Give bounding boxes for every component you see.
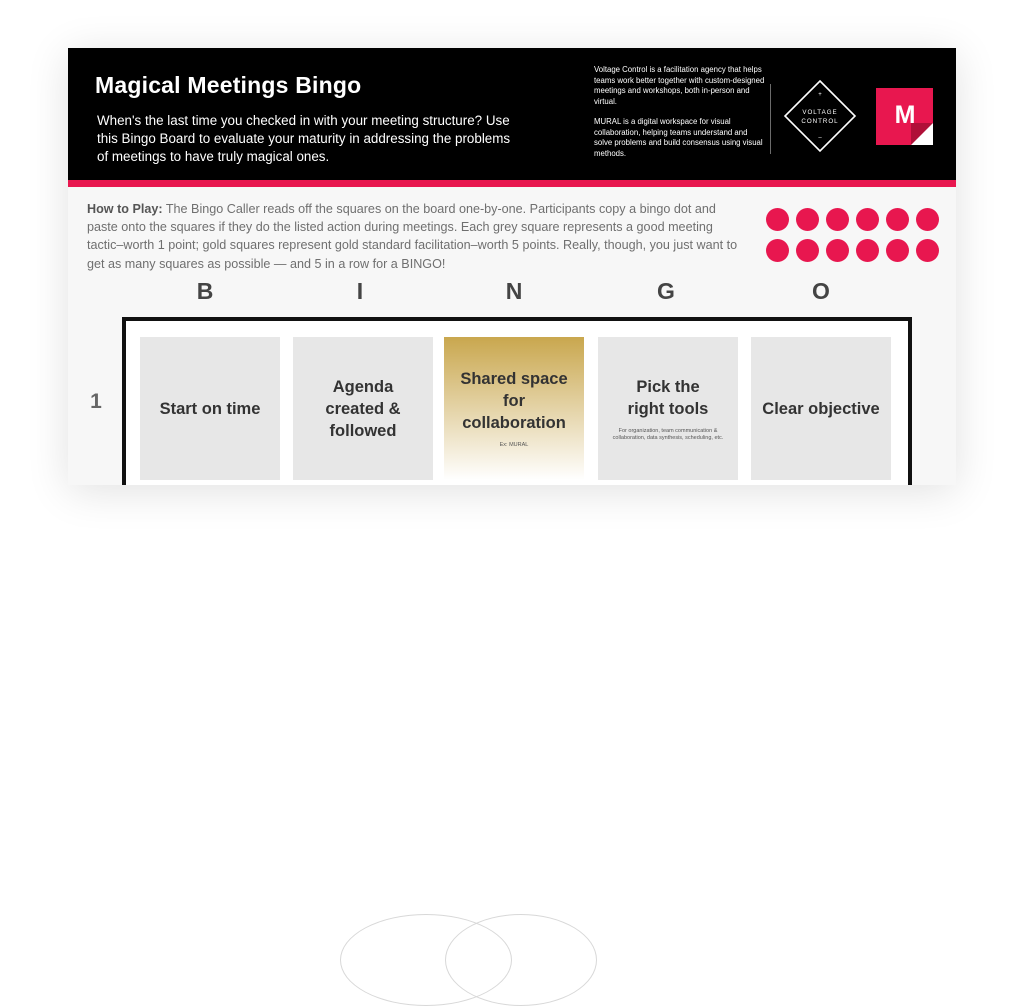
square-note: Ex: MURAL bbox=[499, 442, 529, 448]
mural-logo-letter: M bbox=[894, 101, 915, 129]
decorative-arc bbox=[445, 914, 597, 1006]
mural-logo bbox=[876, 88, 933, 145]
voltage-control-description: Voltage Control is a facilitation agency that helps teams work better together with custom-designed meetings and workshops, both in-person and virtual. bbox=[594, 65, 765, 106]
voltage-logo-word-1: VOLTAGE bbox=[802, 109, 838, 116]
bingo-letter-b: B bbox=[196, 278, 214, 304]
bingo-dot[interactable] bbox=[796, 208, 819, 231]
square-label: Clear objective bbox=[762, 399, 880, 418]
header-banner bbox=[68, 48, 956, 180]
voltage-control-logo bbox=[782, 78, 858, 154]
page-title: Magical Meetings Bingo bbox=[95, 72, 362, 98]
bingo-card bbox=[68, 48, 956, 485]
row-number: 1 bbox=[90, 390, 102, 413]
bingo-dot[interactable] bbox=[886, 239, 909, 262]
bingo-dot[interactable] bbox=[856, 208, 879, 231]
square-label: Agenda created & followed bbox=[325, 377, 401, 440]
mural-description: MURAL is a digital workspace for visual collaboration, helping teams understand and solve problems and build consensus using visual methods. bbox=[594, 117, 763, 158]
svg-text:+: + bbox=[818, 92, 822, 98]
how-to-play bbox=[87, 200, 747, 273]
bingo-dot[interactable] bbox=[916, 208, 939, 231]
bingo-dot[interactable] bbox=[856, 239, 879, 262]
bingo-dot[interactable] bbox=[826, 208, 849, 231]
bingo-letter-n: N bbox=[505, 278, 523, 304]
svg-text:–: – bbox=[818, 135, 822, 141]
how-to-play-label: How to Play: bbox=[87, 202, 163, 216]
bingo-dot[interactable] bbox=[766, 239, 789, 262]
bingo-dot[interactable] bbox=[886, 208, 909, 231]
bingo-dot[interactable] bbox=[826, 239, 849, 262]
square-label: Shared space for collaboration bbox=[460, 370, 568, 432]
square-note: For organization, team communication & collaboration, data synthesis, scheduling, etc. bbox=[612, 427, 724, 441]
bottom-fade bbox=[0, 437, 1024, 579]
square-label: Pick the right tools bbox=[627, 377, 709, 418]
bingo-dots bbox=[766, 208, 946, 268]
mural-logo-fold bbox=[911, 123, 933, 145]
page-subtitle: When's the last time you checked in with your meeting structure? Use this Bingo Board to evaluate your maturity in addressing the problems of meetings to have truly magical ones. bbox=[97, 113, 511, 164]
bingo-dot[interactable] bbox=[796, 239, 819, 262]
bingo-dot[interactable] bbox=[916, 239, 939, 262]
header-divider bbox=[770, 84, 771, 154]
bingo-letter-i: I bbox=[356, 278, 364, 304]
square-label: Start on time bbox=[159, 399, 261, 418]
voltage-logo-word-2: CONTROL bbox=[801, 118, 839, 125]
bingo-letter-g: G bbox=[657, 278, 675, 304]
bingo-dot[interactable] bbox=[766, 208, 789, 231]
how-to-play-text: The Bingo Caller reads off the squares on the board one-by-one. Participants copy a bingo dot and paste onto the squares if they do the listed action during meetings. Each grey square represents a good meeting tactic–worth 1 point; gold squares represent gold standard facilitation–worth 5 points. Really, though, you just want to get as many squares as possible — and 5 in a row for a BINGO! bbox=[87, 202, 738, 271]
header-accent-bar bbox=[68, 180, 956, 187]
bingo-letter-o: O bbox=[812, 278, 830, 304]
